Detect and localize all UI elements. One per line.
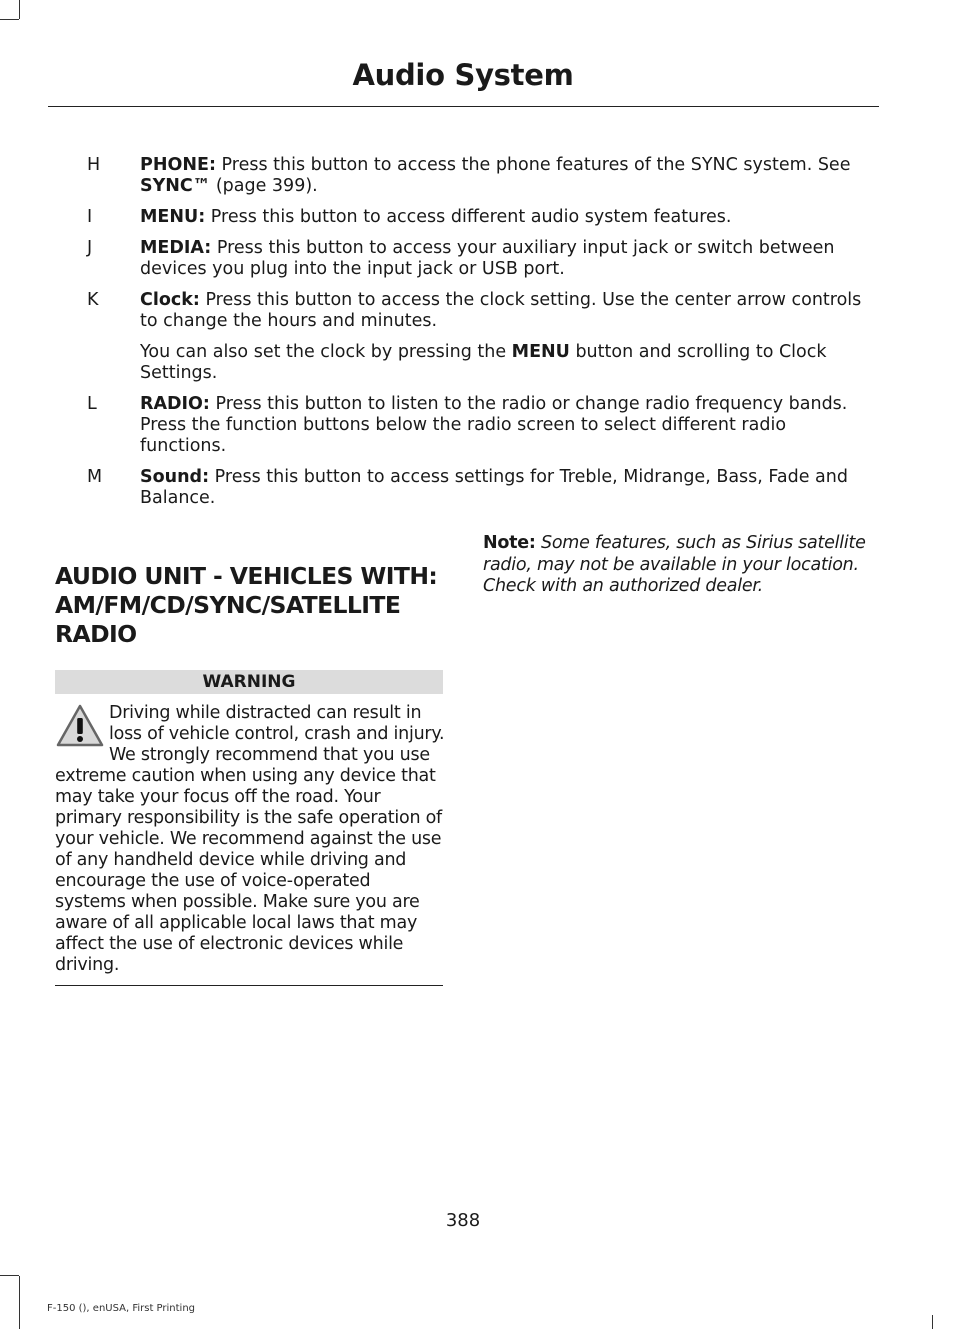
item-text: Press this button to access the phone features of the SYNC system. See <box>215 155 851 175</box>
section-heading: AUDIO UNIT - VEHICLES WITH: AM/FM/CD/SYNC/SATELLITE RADIO <box>55 562 438 648</box>
warning-divider <box>55 985 443 986</box>
item-term: MENU: <box>140 207 206 227</box>
list-item <box>82 394 872 457</box>
page-number: 388 <box>445 1210 481 1231</box>
item-description <box>140 394 872 457</box>
page-reference: (page 399). <box>210 176 318 196</box>
extra-text: button and scrolling to Clock Settings. <box>140 342 827 383</box>
crop-mark <box>19 0 20 19</box>
item-letter: H <box>87 155 101 175</box>
note-label: Note: <box>483 533 536 553</box>
menu-reference: MENU <box>511 342 570 362</box>
item-letter: M <box>87 467 103 487</box>
list-item <box>82 290 872 384</box>
item-text: Press this button to listen to the radio or change radio frequency bands. Press the function buttons below the radio screen to select different radio functions. <box>140 394 848 456</box>
list-item <box>82 207 872 228</box>
note-text: Some features, such as Sirius satellite radio, may not be available in your location. Check with an authorized dealer. <box>483 533 866 596</box>
item-letter: K <box>87 290 99 310</box>
item-description <box>140 290 872 384</box>
printing-footer: F-150 (), enUSA, First Printing <box>47 1303 196 1314</box>
item-text: Press this button to access your auxiliary input jack or switch between devices you plug into the input jack or USB port. <box>140 238 835 279</box>
crop-mark <box>0 1275 19 1276</box>
note-paragraph <box>483 533 878 598</box>
warning-triangle-icon <box>55 703 105 749</box>
item-letter: J <box>87 238 93 258</box>
item-term: Sound: <box>140 467 210 487</box>
extra-text: You can also set the clock by pressing the <box>140 342 512 362</box>
warning-text: Driving while distracted can result in loss of vehicle control, crash and injury. We strongly recommend that you use extreme caution when using any device that may take your focus off the road. Your primary responsibility is the safe operation of your vehicle. We recommend against the use of any handheld device while driving and encourage the use of voice-operated systems when possible. Make sure you are aware of all applicable local laws that may affect the use of electronic devices while driving. <box>55 703 445 975</box>
item-term: MEDIA: <box>140 238 212 258</box>
warning-header: WARNING <box>55 670 443 694</box>
item-term: PHONE: <box>140 155 216 175</box>
item-term: Clock: <box>140 290 200 310</box>
item-extra-paragraph <box>140 342 872 384</box>
item-description <box>140 155 872 197</box>
list-item <box>82 238 872 280</box>
crop-mark <box>0 19 19 20</box>
item-term: RADIO: <box>140 394 210 414</box>
title-divider <box>48 106 879 107</box>
item-description <box>140 207 872 228</box>
control-definition-list <box>82 155 872 519</box>
crop-mark <box>19 1276 20 1329</box>
list-item <box>82 467 872 509</box>
item-description <box>140 238 872 280</box>
page-title: Audio System <box>352 58 574 92</box>
item-letter: I <box>87 207 93 227</box>
item-text: Press this button to access settings for Treble, Midrange, Bass, Fade and Balance. <box>140 467 848 508</box>
item-text: Press this button to access the clock setting. Use the center arrow controls to change the hours and minutes. <box>140 290 862 331</box>
item-text: Press this button to access different audio system features. <box>205 207 732 227</box>
list-item <box>82 155 872 197</box>
sync-reference: SYNC™ <box>140 176 211 196</box>
item-description <box>140 467 872 509</box>
warning-box <box>55 703 445 976</box>
item-letter: L <box>87 394 97 414</box>
crop-mark <box>932 1315 933 1329</box>
